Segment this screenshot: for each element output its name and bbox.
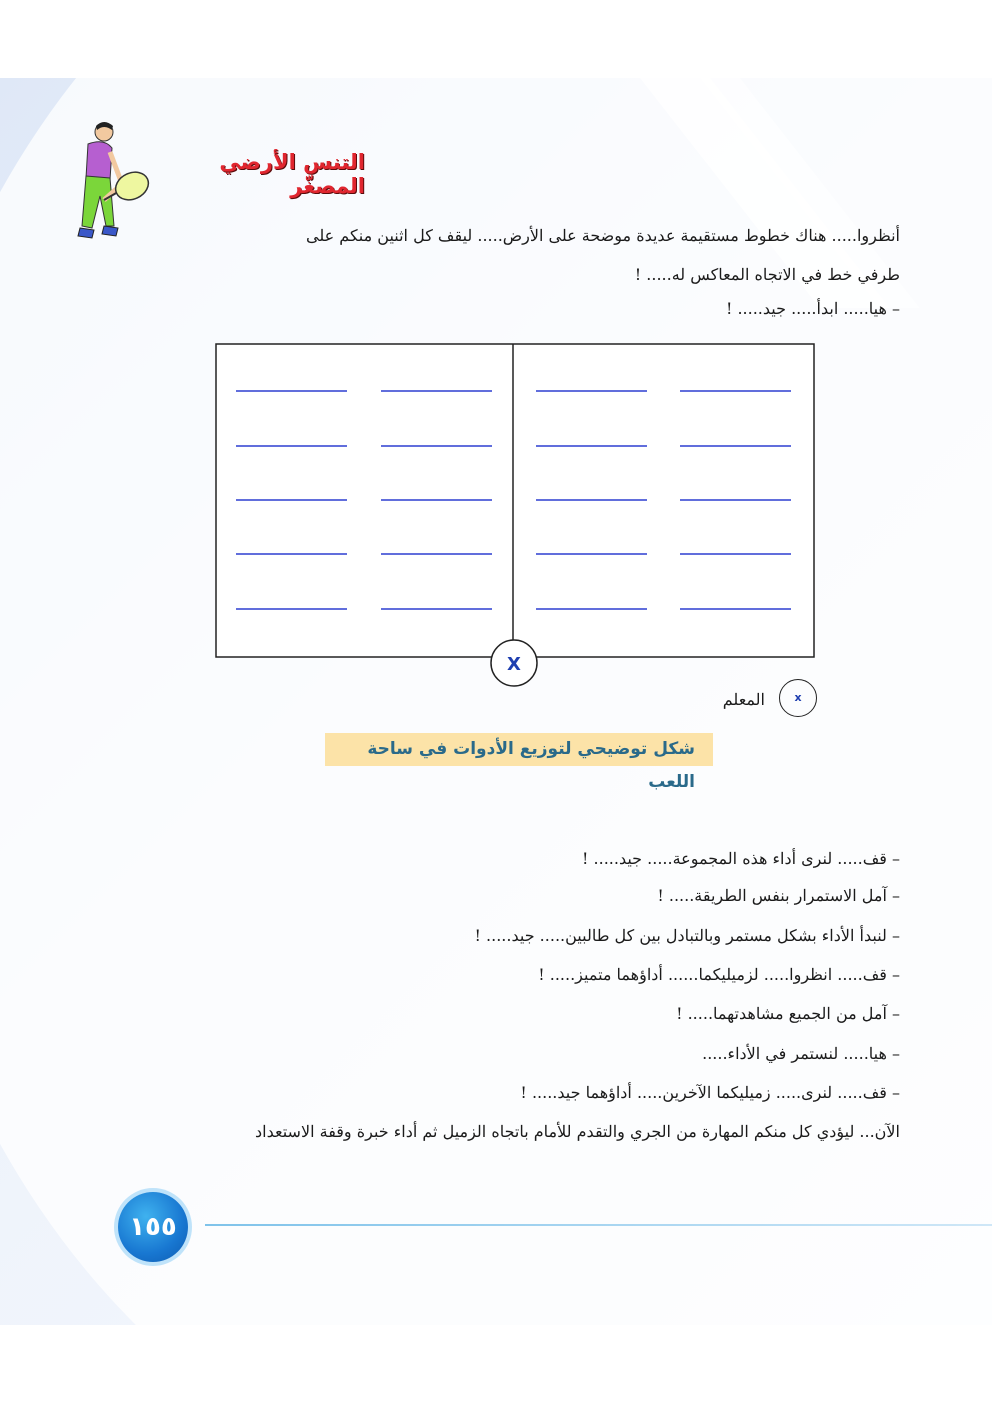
footer-divider — [205, 1224, 992, 1226]
court-diagram — [215, 343, 815, 659]
teacher-legend-label: المعلم — [722, 690, 765, 709]
dialogue-line: – لنبدأ الأداء بشكل مستمر وبالتبادل بين كل طالبين..... جيد..... ! — [474, 926, 900, 945]
page-title: التنس الأرضي المصغّر — [219, 150, 365, 198]
dialogue-line: – هيا..... لنستمر في الأداء..... — [702, 1044, 900, 1063]
teacher-position-marker — [489, 634, 539, 692]
intro-line-1: أنظروا..... هناك خطوط مستقيمة عديدة موضحة على الأرض..... ليقف كل اثنين منكم على — [306, 226, 900, 245]
dialogue-line: – قف..... انظروا..... لزميليكما...... أداؤهما متميز..... ! — [538, 965, 900, 984]
teacher-legend-symbol: x — [779, 679, 817, 717]
page-number-badge: ١٥٥ — [118, 1192, 188, 1262]
intro-line-2: طرفي خط في الاتجاه المعاكس له..... ! — [634, 265, 900, 284]
dialogue-line: – آمل الاستمرار بنفس الطريقة..... ! — [657, 886, 900, 905]
closing-instruction: الآن... ليؤدي كل منكم المهارة من الجري والتقدم للأمام باتجاه الزميل ثم أداء خبرة وقفة الاستعداد — [255, 1122, 900, 1141]
dialogue-line: – قف..... لنرى..... زميليكما الآخرين..... أداؤهما جيد..... ! — [520, 1083, 900, 1102]
dialogue-line: – آمل من الجميع مشاهدتهما..... ! — [676, 1004, 900, 1023]
intro-line-3: – هيا..... ابدأ..... جيد..... ! — [725, 299, 900, 318]
diagram-caption: شكل توضيحي لتوزيع الأدوات في ساحة اللعب — [325, 733, 713, 766]
dialogue-line: – قف..... لنرى أداء هذه المجموعة..... جيد..... ! — [582, 849, 900, 868]
center-marker-label: X — [507, 654, 521, 675]
